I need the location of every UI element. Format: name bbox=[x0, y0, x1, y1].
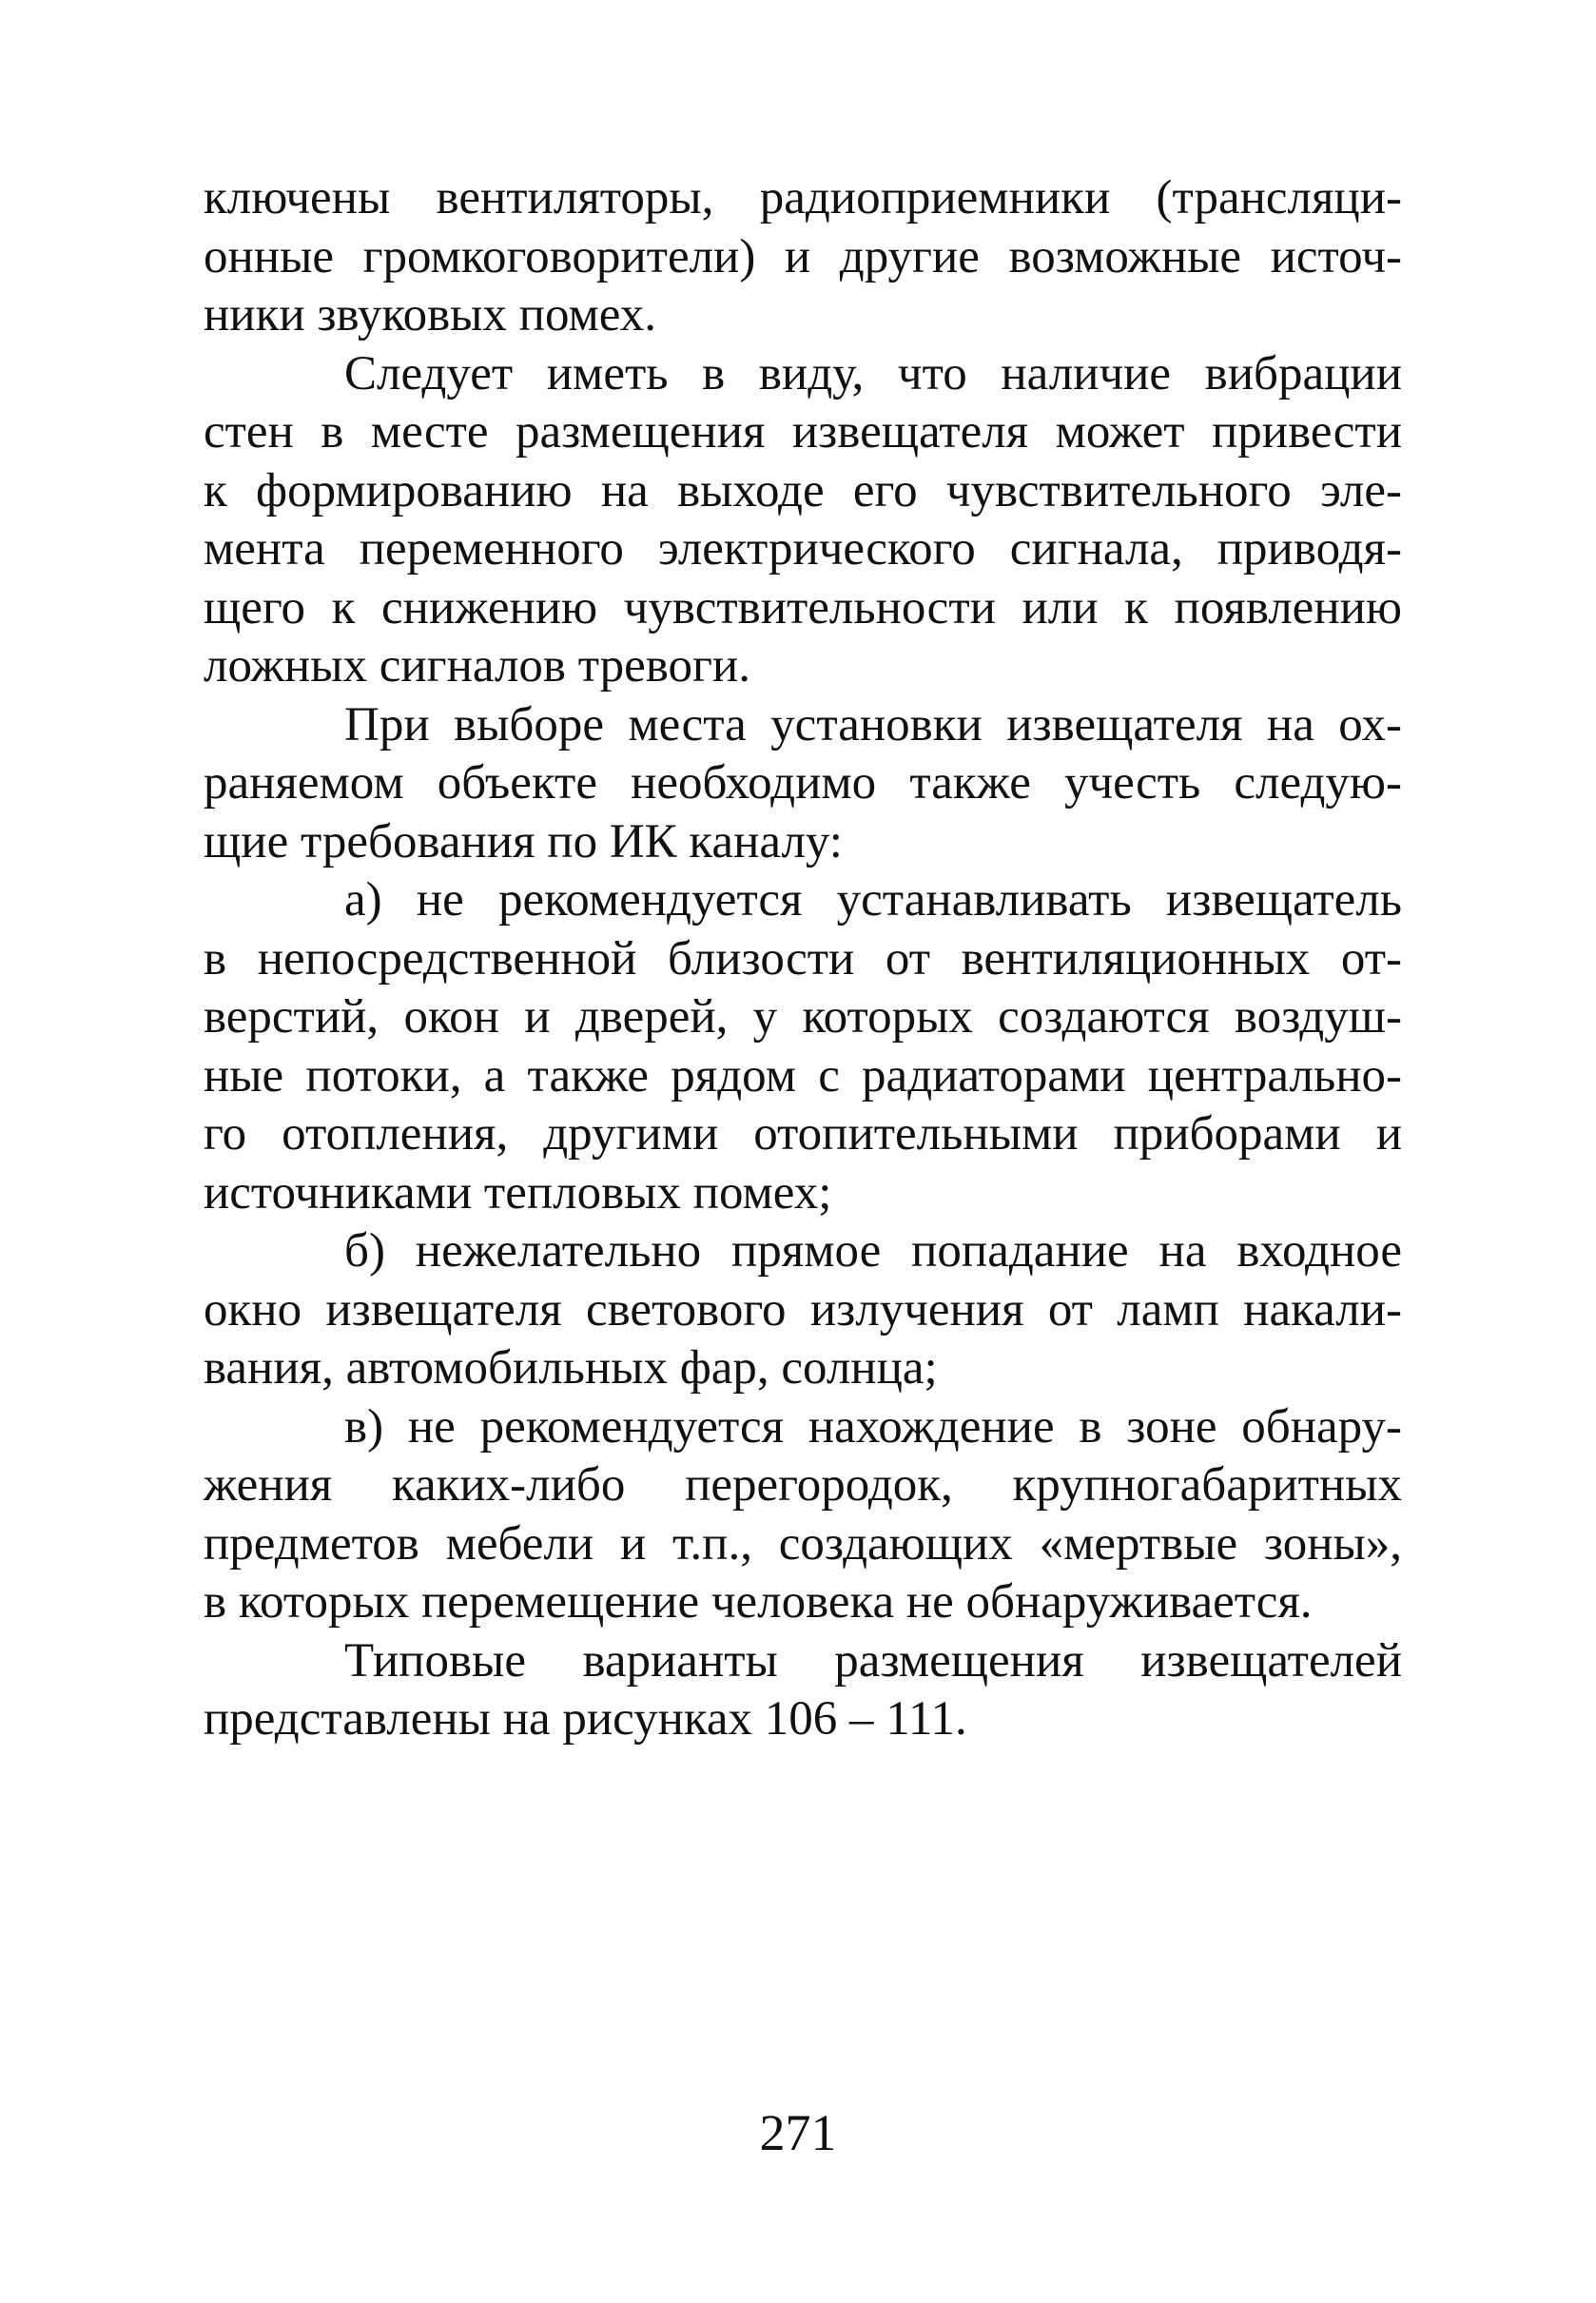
text-line: к формированию на выходе его чувствительного эле- bbox=[204, 463, 1402, 517]
text-line: окно извещателя светового излучения от ламп накали- bbox=[204, 1282, 1402, 1337]
text-line: а) не рекомендуется устанавливать извещатель bbox=[344, 873, 1402, 927]
text-line: источниками тепловых помех; bbox=[204, 1165, 832, 1220]
text-line: жения каких-либо перегородок, крупногабаритных bbox=[204, 1458, 1402, 1512]
text-line: При выборе места установки извещателя на ох- bbox=[344, 697, 1402, 751]
text-line: в непосредственной близости от вентиляционных от- bbox=[204, 931, 1402, 986]
page-number: 271 bbox=[759, 2104, 837, 2161]
list-item-a bbox=[204, 871, 1402, 1222]
body-text bbox=[204, 169, 1402, 1749]
paragraph-3 bbox=[204, 696, 1402, 872]
text-line: онные громкоговорители) и другие возможные источ- bbox=[204, 229, 1402, 283]
text-line: ключены вентиляторы, радиоприемники (трансляци- bbox=[204, 171, 1402, 224]
text-line: щие требования по ИК каналу: bbox=[204, 814, 843, 869]
text-line: Типовые варианты размещения извещателей bbox=[344, 1633, 1402, 1688]
text-line: щего к снижению чувствительности или к появлению bbox=[204, 580, 1402, 634]
list-item-b bbox=[204, 1222, 1402, 1398]
text-line: ные потоки, а также рядом с радиаторами центрально- bbox=[204, 1048, 1402, 1103]
text-line: ложных сигналов тревоги. bbox=[204, 639, 750, 693]
paragraph-1 bbox=[204, 169, 1402, 345]
paragraph-2 bbox=[204, 345, 1402, 696]
list-item-c bbox=[204, 1398, 1402, 1632]
paragraph-final bbox=[204, 1632, 1402, 1749]
text-line: в которых перемещение человека не обнаруживается. bbox=[204, 1575, 1313, 1629]
text-line: б) нежелательно прямое попадание на входное bbox=[344, 1224, 1402, 1278]
text-line: верстий, окон и дверей, у которых создаются воздуш- bbox=[204, 990, 1402, 1044]
text-line: в) не рекомендуется нахождение в зоне обнару- bbox=[344, 1399, 1402, 1454]
text-line: стен в месте размещения извещателя может привести bbox=[204, 405, 1402, 459]
text-line: раняемом объекте необходимо также учесть следую- bbox=[204, 756, 1402, 810]
text-line: предметов мебели и т.п., создающих «мертвые зоны», bbox=[204, 1516, 1402, 1571]
text-line: вания, автомобильных фар, солнца; bbox=[204, 1341, 938, 1395]
text-line: представлены на рисунках 106 – 111. bbox=[204, 1692, 967, 1746]
text-line: го отопления, другими отопительными приборами и bbox=[204, 1107, 1402, 1161]
text-line: мента переменного электрического сигнала, приводя- bbox=[204, 522, 1402, 576]
text-line: ники звуковых помех. bbox=[204, 288, 656, 342]
text-line: Следует иметь в виду, что наличие вибрации bbox=[344, 346, 1402, 400]
